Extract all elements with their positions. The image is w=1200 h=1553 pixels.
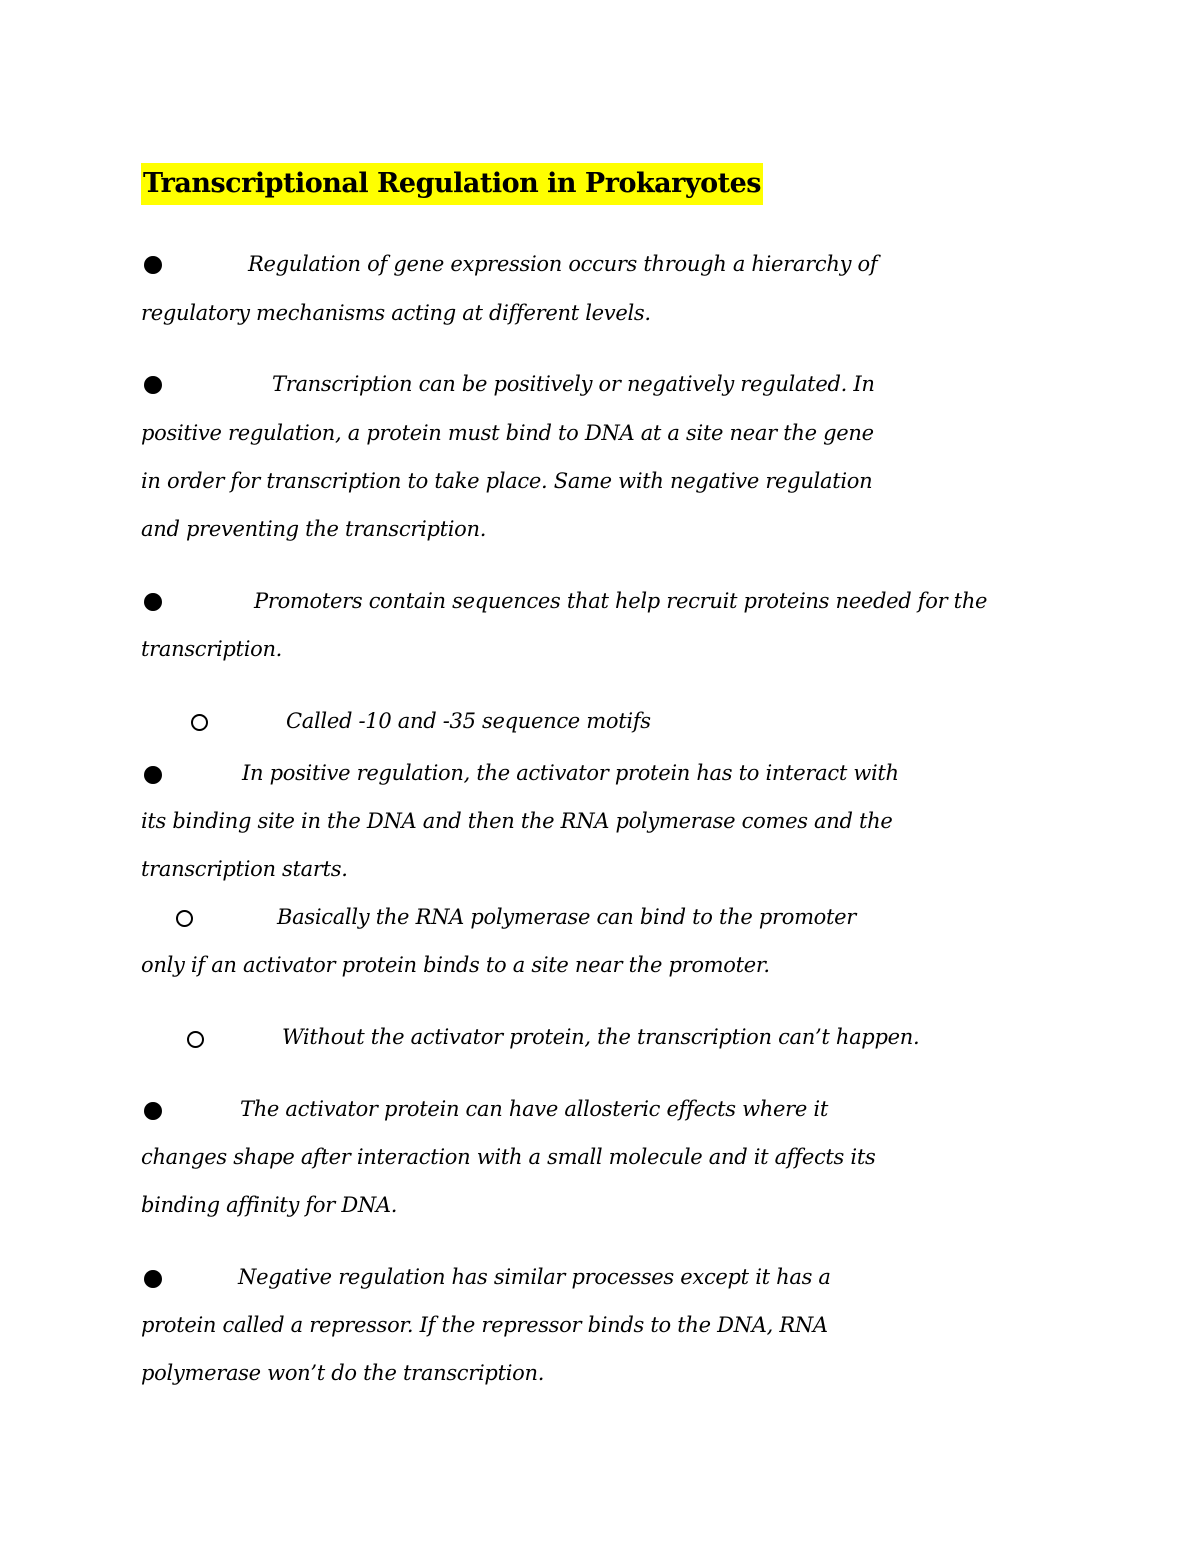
paragraph-line: In positive regulation, the activator protein has to interact with <box>242 761 899 785</box>
paragraph-line: its binding site in the DNA and then the RNA polymerase comes and the <box>141 809 893 833</box>
paragraph-line: protein called a repressor. If the repressor binds to the DNA, RNA <box>141 1313 828 1337</box>
paragraph-line: transcription. <box>141 637 283 661</box>
bullet-filled-icon <box>144 1102 162 1120</box>
bullet-hollow-icon <box>187 1031 204 1048</box>
paragraph-line: transcription starts. <box>141 857 348 881</box>
paragraph-line: Without the activator protein, the transcription can’t happen. <box>282 1025 920 1049</box>
paragraph-line: binding affinity for DNA. <box>141 1193 398 1217</box>
paragraph-line: Regulation of gene expression occurs through a hierarchy of <box>248 252 878 276</box>
paragraph-line: regulatory mechanisms acting at different levels. <box>141 301 651 325</box>
paragraph-line: Negative regulation has similar processes except it has a <box>238 1265 831 1289</box>
bullet-hollow-icon <box>191 714 208 731</box>
paragraph-line: changes shape after interaction with a small molecule and it affects its <box>141 1145 876 1169</box>
bullet-filled-icon <box>144 766 162 784</box>
paragraph-line: Transcription can be positively or negatively regulated. In <box>272 372 875 396</box>
paragraph-line: The activator protein can have allosteric effects where it <box>240 1097 828 1121</box>
document-title: Transcriptional Regulation in Prokaryotes <box>141 163 763 205</box>
bullet-filled-icon <box>144 376 162 394</box>
paragraph-line: Promoters contain sequences that help recruit proteins needed for the <box>254 589 988 613</box>
bullet-filled-icon <box>144 593 162 611</box>
paragraph-line: positive regulation, a protein must bind to DNA at a site near the gene <box>141 421 874 445</box>
paragraph-line: only if an activator protein binds to a site near the promoter. <box>141 953 770 977</box>
paragraph-line: and preventing the transcription. <box>141 517 487 541</box>
paragraph-line: Basically the RNA polymerase can bind to the promoter <box>277 905 857 929</box>
paragraph-line: Called -10 and -35 sequence motifs <box>286 709 651 733</box>
bullet-filled-icon <box>144 1270 162 1288</box>
bullet-hollow-icon <box>176 910 193 927</box>
paragraph-line: in order for transcription to take place. Same with negative regulation <box>141 469 873 493</box>
bullet-filled-icon <box>144 256 162 274</box>
paragraph-line: polymerase won’t do the transcription. <box>141 1361 545 1385</box>
